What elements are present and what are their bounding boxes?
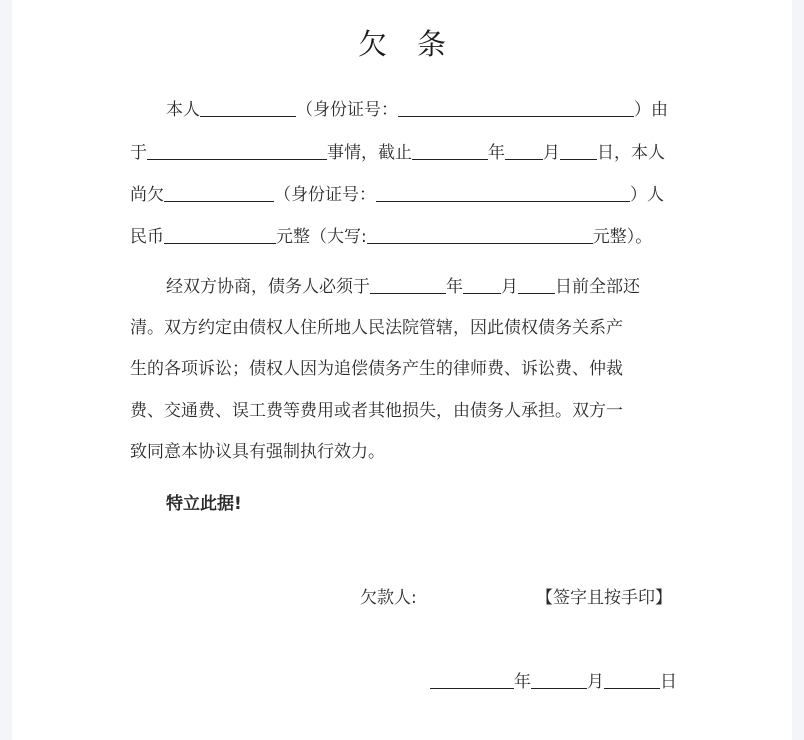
amount-blank: [164, 225, 276, 244]
para2-line-4: 费、交通费、误工费等费用或者其他损失，由债务人承担。双方一: [130, 401, 623, 421]
closing-statement: 特立此据!: [166, 494, 242, 514]
amount-uppercase-blank: [367, 225, 593, 244]
title-char-1: 欠: [357, 27, 387, 61]
para2-line-1: 经双方协商，债务人必须于 年 月 日前全部还: [166, 277, 640, 297]
debtor-name-blank: [164, 183, 274, 202]
id-number-blank: [398, 98, 634, 117]
date-line: 年 月 日: [430, 670, 677, 693]
para1-line-2: 于 事情，截止 年 月 日，本人: [130, 143, 665, 163]
para1-line-4: 民币 元整（大写: 元整）。: [130, 227, 653, 247]
document-title: [12, 22, 792, 63]
day-blank: [560, 141, 597, 160]
repay-month-blank: [463, 275, 501, 294]
reason-blank: [147, 141, 327, 160]
month-blank: [505, 141, 543, 160]
sign-note: 【签字且按手印】: [536, 588, 672, 608]
debtor-id-blank: [376, 183, 630, 202]
repay-day-blank: [518, 275, 555, 294]
sign-month-blank: [531, 670, 587, 689]
year-blank: [412, 141, 488, 160]
para2-line-3: 生的各项诉讼；债权人因为追偿债务产生的律师费、诉讼费、仲裁: [130, 359, 623, 379]
para2-line-5: 致同意本协议具有强制执行效力。: [130, 442, 385, 462]
sign-year-blank: [430, 670, 514, 689]
document-page: [12, 0, 792, 740]
title-char-2: 条: [417, 27, 447, 61]
para1-line-1: 本人 （身份证号： ）由: [166, 100, 668, 120]
para1-line-3: 尚欠 （身份证号： ）人: [130, 185, 664, 205]
repay-year-blank: [370, 275, 446, 294]
name-blank: [200, 98, 296, 117]
para2-line-2: 清。双方约定由债权人住所地人民法院管辖，因此债权债务关系产: [130, 318, 623, 338]
sign-day-blank: [604, 670, 660, 689]
debtor-label: 欠款人:: [360, 588, 417, 608]
